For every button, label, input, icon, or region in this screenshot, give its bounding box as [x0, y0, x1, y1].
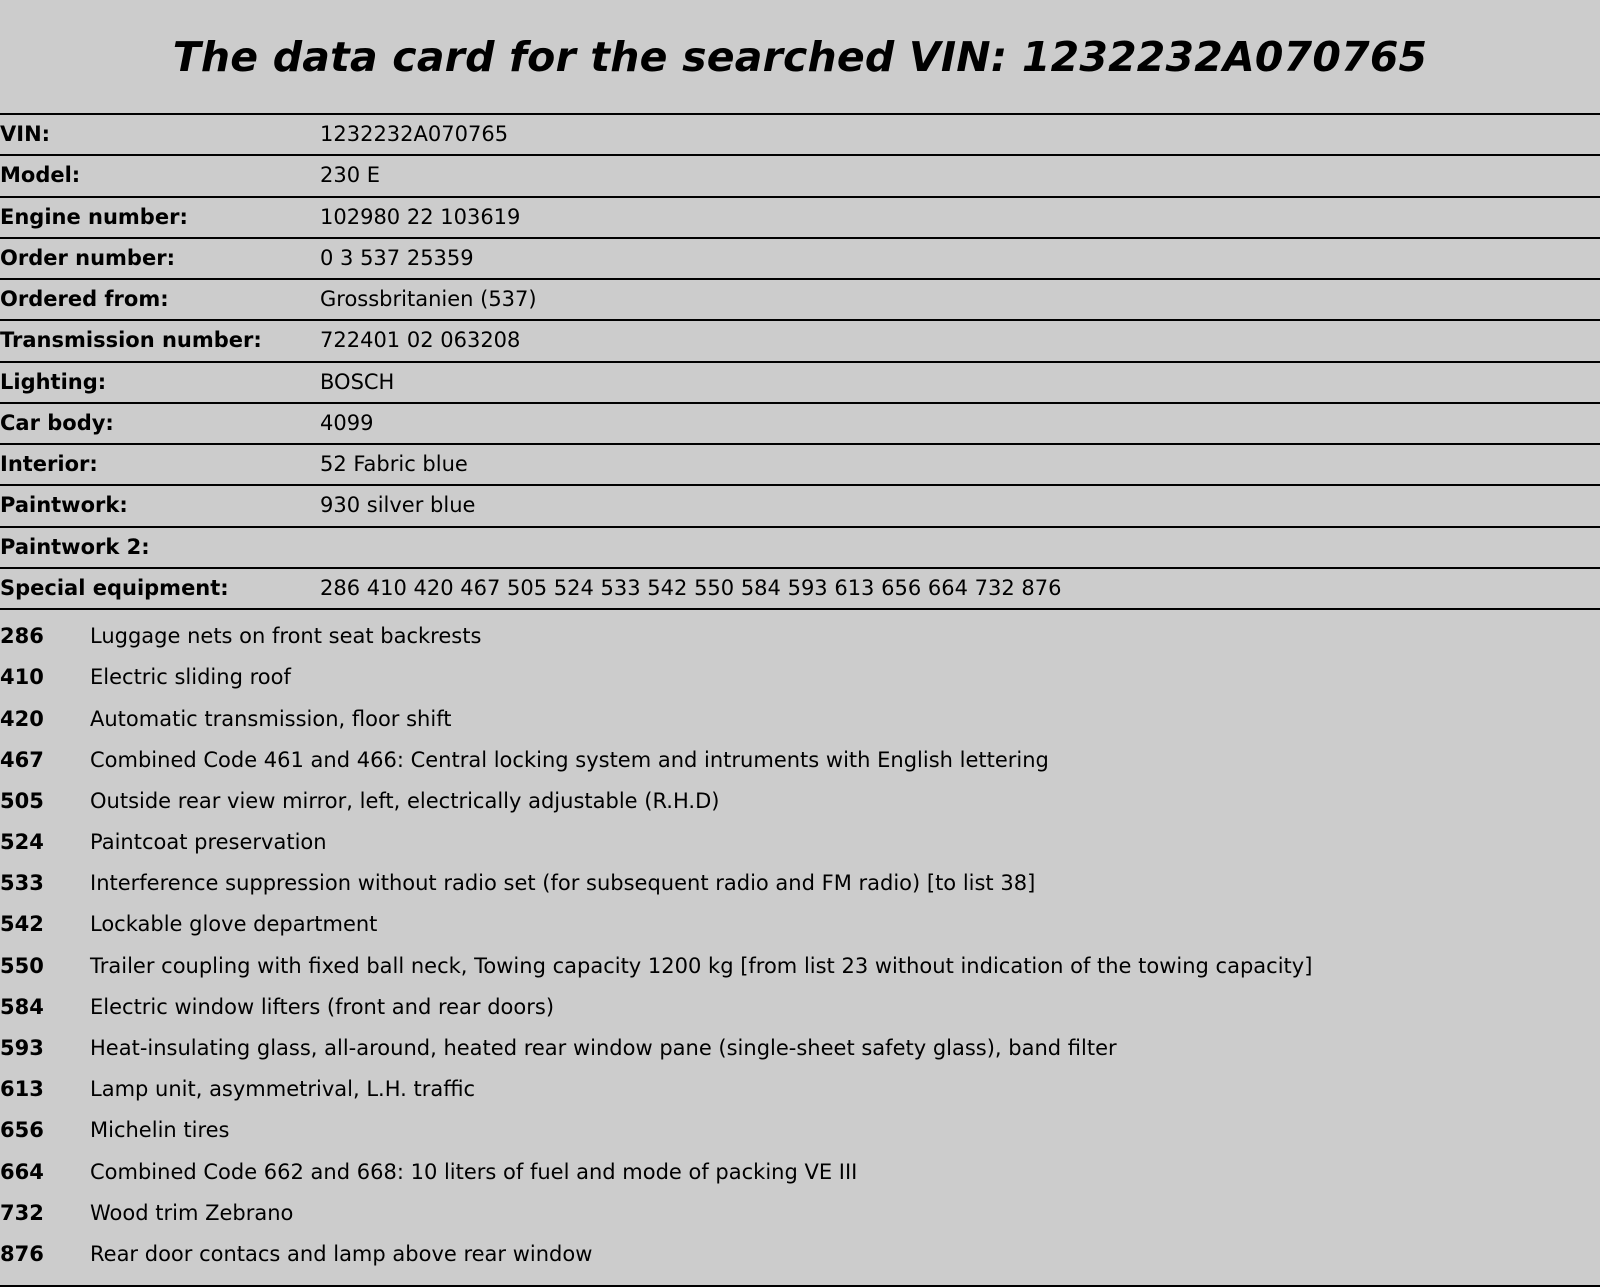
card-header: [0, 0, 1600, 113]
list-item: [0, 1152, 1600, 1193]
equipment-description: Lockable glove department: [90, 912, 378, 937]
equipment-description: Paintcoat preservation: [90, 830, 327, 855]
equipment-code: 467: [0, 747, 44, 772]
table-row: [0, 403, 1600, 444]
list-item: [0, 1028, 1600, 1069]
list-item: [0, 781, 1600, 822]
equipment-code: 732: [0, 1200, 44, 1225]
equipment-description: Automatic transmission, floor shift: [90, 706, 452, 731]
field-value: 4099: [320, 410, 374, 435]
field-value: BOSCH: [320, 369, 395, 394]
field-value: 230 E: [320, 163, 381, 188]
table-row: [0, 527, 1600, 568]
equipment-description: Trailer coupling with fixed ball neck, Towing capacity 1200 kg [from list 23 without indication of the towing capacity]: [90, 953, 1313, 978]
equipment-description: Luggage nets on front seat backrests: [90, 624, 482, 649]
vehicle-details-table: [0, 113, 1600, 608]
special-equipment-table: [0, 616, 1600, 1275]
equipment-code: 505: [0, 788, 44, 813]
field-label: Transmission number:: [0, 328, 262, 353]
list-item: [0, 822, 1600, 863]
equipment-description: Wood trim Zebrano: [90, 1200, 294, 1225]
list-item: [0, 657, 1600, 698]
equipment-description: Lamp unit, asymmetrival, L.H. traffic: [90, 1077, 476, 1102]
equipment-code: 613: [0, 1077, 44, 1102]
equipment-code: 876: [0, 1241, 44, 1266]
field-value: 52 Fabric blue: [320, 452, 468, 477]
field-label: Paintwork 2:: [0, 534, 150, 559]
field-label: Special equipment:: [0, 575, 229, 600]
field-label: Model:: [0, 163, 81, 188]
table-row: [0, 197, 1600, 238]
table-row: [0, 155, 1600, 196]
vehicle-details-body: [0, 114, 1600, 608]
list-item: [0, 740, 1600, 781]
field-label: Car body:: [0, 410, 114, 435]
list-item: [0, 699, 1600, 740]
equipment-description: Electric sliding roof: [90, 665, 291, 690]
field-label: Paintwork:: [0, 493, 128, 518]
list-item: [0, 904, 1600, 945]
table-row: [0, 238, 1600, 279]
equipment-code: 656: [0, 1118, 44, 1143]
equipment-code: 550: [0, 953, 44, 978]
table-row: [0, 362, 1600, 403]
equipment-code: 420: [0, 706, 44, 731]
equipment-code: 584: [0, 994, 44, 1019]
special-equipment-section: [0, 608, 1600, 1287]
field-value: 0 3 537 25359: [320, 245, 474, 270]
field-value: 1232232A070765: [320, 122, 509, 147]
field-label: Lighting:: [0, 369, 107, 394]
equipment-code: 542: [0, 912, 44, 937]
equipment-code: 286: [0, 624, 44, 649]
field-value: [320, 527, 1600, 568]
equipment-code: 593: [0, 1036, 44, 1061]
equipment-description: Michelin tires: [90, 1118, 230, 1143]
field-value: Grossbritanien (537): [320, 287, 537, 312]
table-row: [0, 114, 1600, 155]
table-row: [0, 444, 1600, 485]
list-item: [0, 616, 1600, 657]
list-item: [0, 987, 1600, 1028]
equipment-description: Combined Code 461 and 466: Central locking system and intruments with English lettering: [90, 747, 1049, 772]
page-title: The data card for the searched VIN: 1232232A070765: [172, 33, 1428, 81]
equipment-code: 664: [0, 1159, 44, 1184]
equipment-description: Electric window lifters (front and rear doors): [90, 994, 555, 1019]
equipment-code: 410: [0, 665, 44, 690]
equipment-code: 533: [0, 871, 44, 896]
field-label: VIN:: [0, 122, 51, 147]
list-item: [0, 946, 1600, 987]
equipment-description: Interference suppression without radio set (for subsequent radio and FM radio) [to list 38]: [90, 871, 1036, 896]
field-value: 102980 22 103619: [320, 204, 521, 229]
list-item: [0, 1234, 1600, 1275]
field-value: 286 410 420 467 505 524 533 542 550 584 593 613 656 664 732 876: [320, 575, 1062, 600]
field-value: 930 silver blue: [320, 493, 476, 518]
equipment-code: 524: [0, 830, 44, 855]
field-label: Interior:: [0, 452, 98, 477]
equipment-description: Combined Code 662 and 668: 10 liters of fuel and mode of packing VE III: [90, 1159, 858, 1184]
list-item: [0, 1110, 1600, 1151]
field-label: Ordered from:: [0, 287, 169, 312]
special-equipment-body: [0, 616, 1600, 1275]
table-row: [0, 279, 1600, 320]
table-row: [0, 320, 1600, 361]
table-row: [0, 568, 1600, 608]
list-item: [0, 1069, 1600, 1110]
field-label: Order number:: [0, 245, 175, 270]
equipment-description: Heat-insulating glass, all-around, heated rear window pane (single-sheet safety glass), band filter: [90, 1036, 1117, 1061]
field-label: Engine number:: [0, 204, 188, 229]
list-item: [0, 863, 1600, 904]
field-value: 722401 02 063208: [320, 328, 521, 353]
equipment-description: Rear door contacs and lamp above rear window: [90, 1241, 593, 1266]
list-item: [0, 1193, 1600, 1234]
equipment-description: Outside rear view mirror, left, electrically adjustable (R.H.D): [90, 788, 720, 813]
table-row: [0, 485, 1600, 526]
